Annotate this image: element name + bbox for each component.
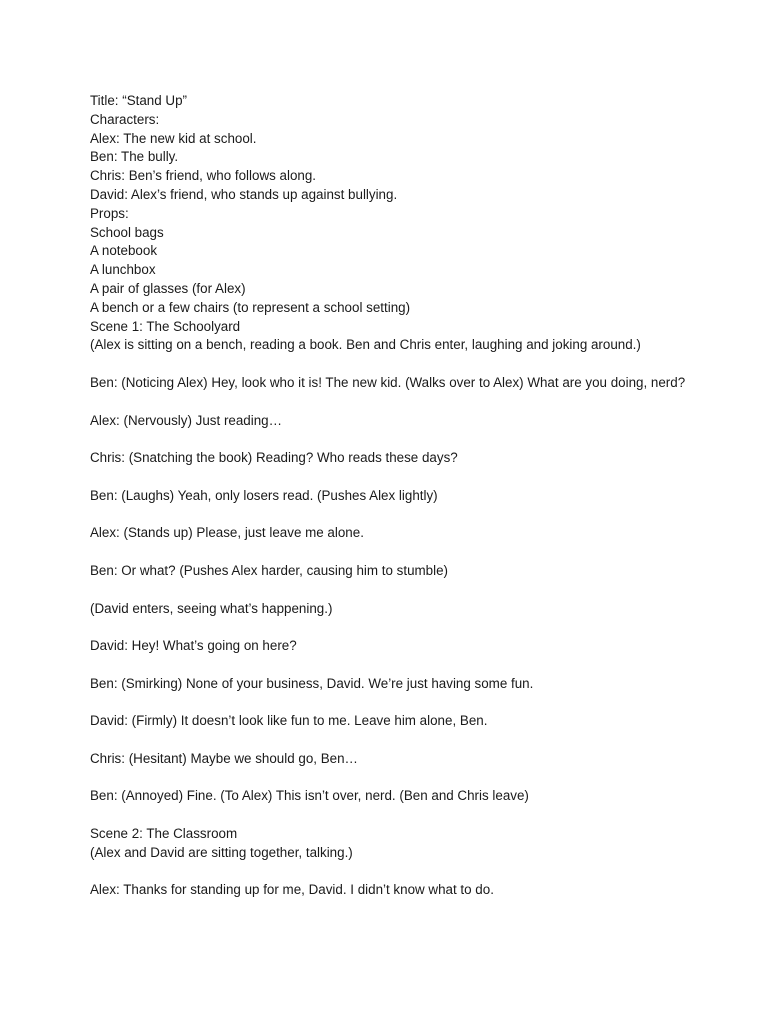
prop-item: A bench or a few chairs (to represent a school setting) xyxy=(90,299,411,315)
paragraph-gap xyxy=(90,769,690,788)
character-alex: Alex: The new kid at school. xyxy=(90,130,257,146)
dialogue-line: Ben: (Noticing Alex) Hey, look who it is! The new kid. (Walks over to Alex) What are you doing, nerd? xyxy=(90,374,686,390)
characters-heading: Characters: xyxy=(90,111,160,127)
paragraph-gap xyxy=(90,863,690,882)
paragraph-gap xyxy=(90,731,690,750)
dialogue-line: Chris: (Hesitant) Maybe we should go, Ben… xyxy=(90,750,358,766)
dialogue-line: Alex: Thanks for standing up for me, David. I didn’t know what to do. xyxy=(90,882,494,898)
paragraph-gap xyxy=(90,581,690,600)
dialogue-line: Ben: (Laughs) Yeah, only losers read. (Pushes Alex lightly) xyxy=(90,487,438,503)
prop-item: A pair of glasses (for Alex) xyxy=(90,280,246,296)
paragraph-gap xyxy=(90,393,690,412)
paragraph-gap xyxy=(90,468,690,487)
props-heading: Props: xyxy=(90,205,129,221)
paragraph-gap xyxy=(90,543,690,562)
dialogue-line: Ben: (Annoyed) Fine. (To Alex) This isn’t over, nerd. (Ben and Chris leave) xyxy=(90,788,529,804)
script-document xyxy=(90,92,690,900)
stage-direction: (David enters, seeing what’s happening.) xyxy=(90,600,333,616)
stage-direction: (Alex and David are sitting together, talking.) xyxy=(90,844,353,860)
dialogue-line: Alex: (Stands up) Please, just leave me alone. xyxy=(90,525,364,541)
dialogue-line: Chris: (Snatching the book) Reading? Who reads these days? xyxy=(90,450,458,466)
prop-item: A notebook xyxy=(90,243,158,259)
dialogue-line: David: Hey! What’s going on here? xyxy=(90,638,297,654)
paragraph-gap xyxy=(90,806,690,825)
dialogue-line: David: (Firmly) It doesn’t look like fun to me. Leave him alone, Ben. xyxy=(90,713,488,729)
character-ben: Ben: The bully. xyxy=(90,149,179,165)
stage-direction: (Alex is sitting on a bench, reading a book. Ben and Chris enter, laughing and joking around.) xyxy=(90,337,641,353)
character-david: David: Alex’s friend, who stands up against bullying. xyxy=(90,186,398,202)
paragraph-gap xyxy=(90,694,690,713)
prop-item: School bags xyxy=(90,224,164,240)
scene-2-heading: Scene 2: The Classroom xyxy=(90,826,238,842)
paragraph-gap xyxy=(90,355,690,374)
character-chris: Chris: Ben’s friend, who follows along. xyxy=(90,168,317,184)
scene-1-heading: Scene 1: The Schoolyard xyxy=(90,318,241,334)
document-title: Title: “Stand Up” xyxy=(90,93,187,108)
prop-item: A lunchbox xyxy=(90,262,156,278)
paragraph-gap xyxy=(90,656,690,675)
paragraph-gap xyxy=(90,430,690,449)
paragraph-gap xyxy=(90,618,690,637)
dialogue-line: Alex: (Nervously) Just reading… xyxy=(90,412,282,428)
dialogue-line: Ben: Or what? (Pushes Alex harder, causing him to stumble) xyxy=(90,562,449,578)
paragraph-gap xyxy=(90,506,690,525)
dialogue-line: Ben: (Smirking) None of your business, David. We’re just having some fun. xyxy=(90,675,534,691)
